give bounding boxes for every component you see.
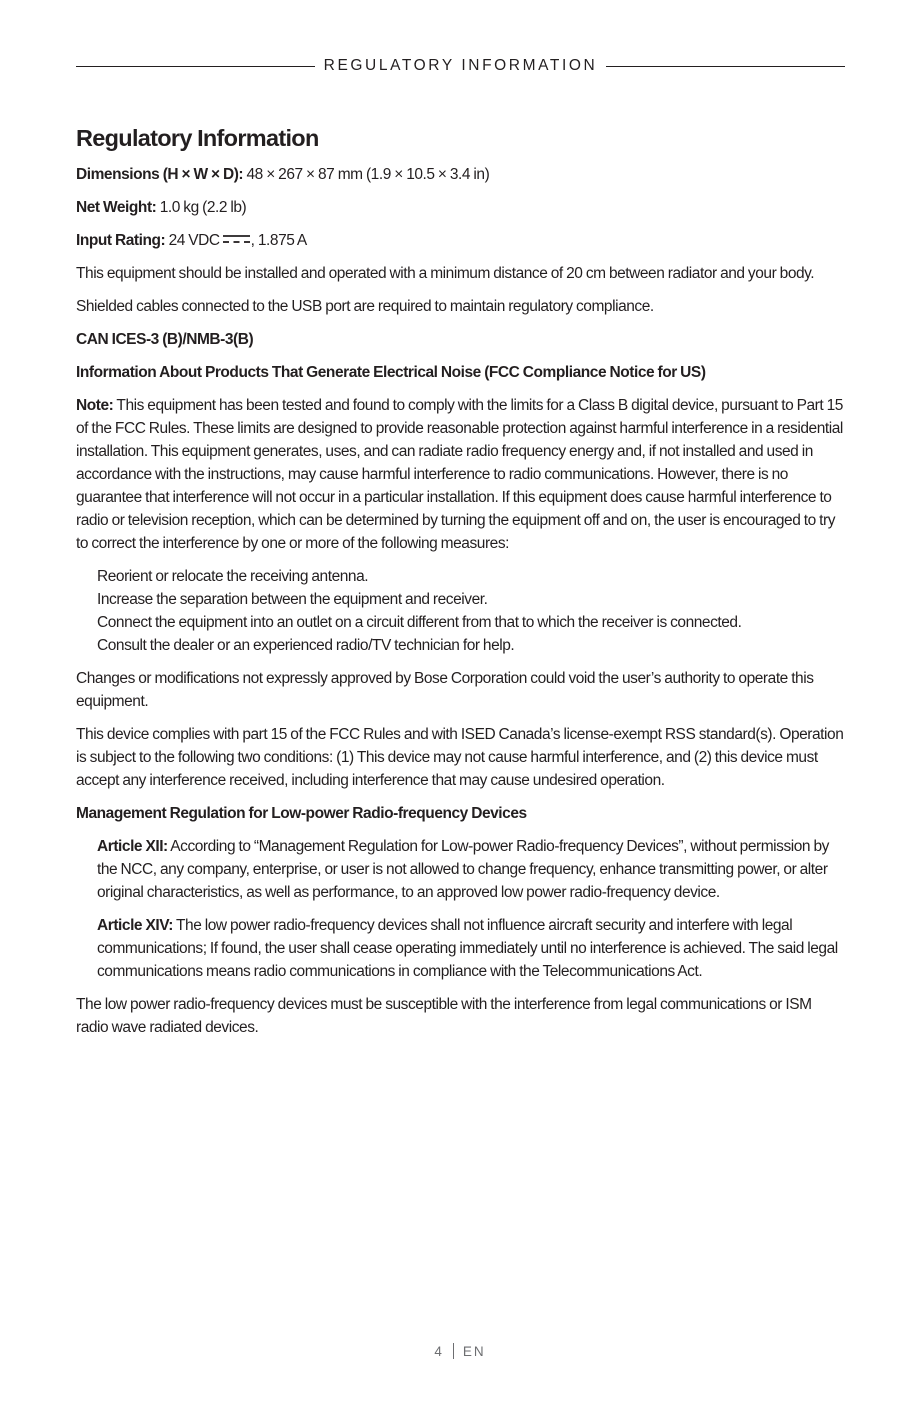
article-xiv-text: The low power radio-frequency devices shall not influence aircraft security and interfere with legal communications; If found, the user shall cease operating immediately until no interference is achieved. The said legal communications means radio communications in compliance with the Telecommunications Act. [97, 917, 838, 980]
header-rule-left [76, 66, 315, 67]
running-header [76, 56, 845, 76]
language-code: EN [462, 1344, 486, 1359]
input-voltage-value: 24 VDC [165, 232, 220, 249]
fcc-note-text: This equipment has been tested and found to comply with the limits for a Class B digital device, pursuant to Part 15 of the FCC Rules. These limits are designed to provide reasonable protection against harmful interference in a residential installation. This equipment generates, uses, and can radiate radio frequency energy and, if not installed and used in accordance with the instructions, may cause harmful interference to radio communications. However, there is no guarantee that interference will not occur in a particular installation. If this equipment does cause harmful interference to radio or television reception, which can be determined by turning the equipment off and on, the user is encouraged to try to correct the interference by one or more of the following measures: [76, 397, 843, 552]
article-xiv-paragraph [97, 914, 844, 983]
list-item: Increase the separation between the equipment and receiver. [97, 591, 488, 608]
document-body [76, 121, 844, 1049]
page-title: Regulatory Information [76, 125, 319, 151]
article-xii-text: According to “Management Regulation for Low-power Radio-frequency Devices”, without permission by the NCC, any company, enterprise, or user is not allowed to change frequency, enhance transmitting power, or alter original characteristics, as well as performance, to an approved low power radio-frequency device. [97, 838, 829, 901]
net-weight-label: Net Weight: [76, 199, 157, 216]
article-xii-label: Article XII: [97, 838, 168, 855]
distance-paragraph: This equipment should be installed and operated with a minimum distance of 20 cm between radiator and your body. [76, 265, 815, 282]
input-rating-line [76, 229, 844, 252]
page-footer [0, 1344, 920, 1360]
fcc-note-paragraph [76, 394, 844, 555]
dimensions-value: 48 × 267 × 87 mm (1.9 × 10.5 × 3.4 in) [243, 166, 490, 183]
list-item: Reorient or relocate the receiving antenna. [97, 568, 369, 585]
management-heading: Management Regulation for Low-power Radio-frequency Devices [76, 805, 527, 822]
interference-measures-list [97, 565, 844, 657]
list-item: Consult the dealer or an experienced radio/TV technician for help. [97, 637, 515, 654]
shielded-cables-paragraph: Shielded cables connected to the USB port are required to maintain regulatory compliance. [76, 298, 654, 315]
changes-paragraph: Changes or modifications not expressly approved by Bose Corporation could void the user’s authority to operate this equipment. [76, 670, 814, 710]
dimensions-line [76, 163, 844, 186]
can-ices-statement: CAN ICES-3 (B)/NMB-3(B) [76, 331, 254, 348]
article-xiv-label: Article XIV: [97, 917, 173, 934]
footer-divider [453, 1343, 454, 1359]
input-rating-label: Input Rating: [76, 232, 166, 249]
dc-current-icon [223, 234, 250, 244]
running-header-title: REGULATORY INFORMATION [323, 57, 598, 74]
header-rule-right [606, 66, 845, 67]
fcc-heading: Information About Products That Generate Electrical Noise (FCC Compliance Notice for US) [76, 364, 706, 381]
input-current-value: , 1.875 A [250, 232, 307, 249]
list-item: Connect the equipment into an outlet on a circuit different from that to which the receiver is connected. [97, 614, 742, 631]
page-number: 4 [434, 1344, 444, 1359]
article-xii-paragraph [97, 835, 844, 904]
fcc-note-label: Note: [76, 397, 114, 414]
net-weight-line [76, 196, 844, 219]
complies-paragraph: This device complies with part 15 of the FCC Rules and with ISED Canada’s license-exempt RSS standard(s). Operation is subject to the following two conditions: (1) This device may not cause harmful interference, and (2) this device must accept any interference received, including interference that may cause undesired operation. [76, 726, 844, 789]
net-weight-value: 1.0 kg (2.2 lb) [156, 199, 247, 216]
dimensions-label: Dimensions (H × W × D): [76, 166, 244, 183]
closing-paragraph: The low power radio-frequency devices must be susceptible with the interference from legal communications or ISM radio wave radiated devices. [76, 996, 812, 1036]
